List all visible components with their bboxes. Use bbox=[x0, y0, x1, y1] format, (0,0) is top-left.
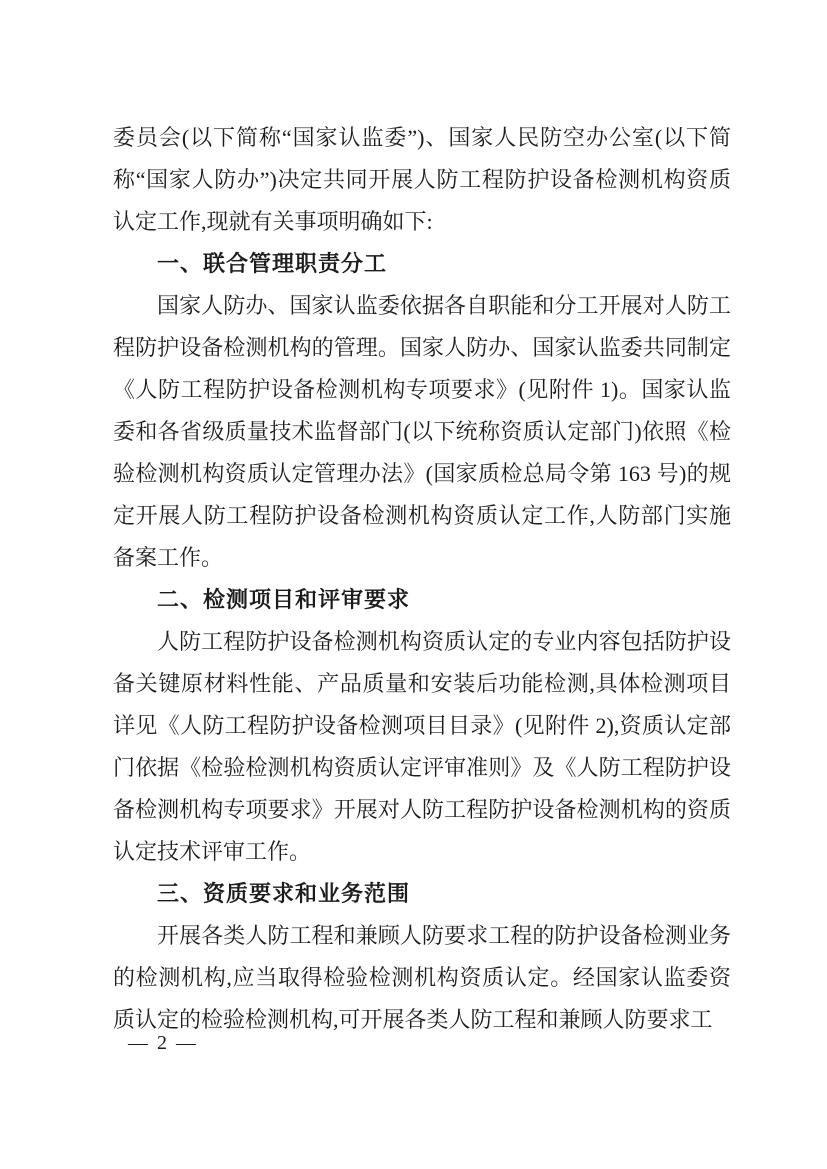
document-body bbox=[113, 117, 731, 1041]
paragraph-section-1: 国家人防办、国家认监委依据各自职能和分工开展对人防工程防护设备检测机构的管理。国家人防办、国家认监委共同制定《人防工程防护设备检测机构专项要求》(见附件 1)。国家认监委和各省级质量技术监督部门(以下统称资质认定部门)依照《检验检测机构资质认定管理办法》(国家质检总局令第 163 号)的规定开展人防工程防护设备检测机构资质认定工作,人防部门实施备案工作。 bbox=[113, 293, 731, 570]
paragraph-section-2: 人防工程防护设备检测机构资质认定的专业内容包括防护设备关键原材料性能、产品质量和安装后功能检测,具体检测项目详见《人防工程防护设备检测项目目录》(见附件 2),资质认定部门依据《检验检测机构资质认定评审准则》及《人防工程防护设备检测机构专项要求》开展对人防工程防护设备检测机构的资质认定技术评审工作。 bbox=[113, 629, 731, 864]
page-number: — 2 — bbox=[128, 1032, 198, 1054]
paragraph-section-3: 开展各类人防工程和兼顾人防要求工程的防护设备检测业务的检测机构,应当取得检验检测机构资质认定。经国家认监委资质认定的检验检测机构,可开展各类人防工程和兼顾人防要求工 bbox=[113, 923, 731, 1032]
section-heading-1: 一、联合管理职责分工 bbox=[157, 251, 388, 276]
paragraph-intro: 委员会(以下简称“国家认监委”)、国家人民防空办公室(以下简称“国家人防办”)决定共同开展人防工程防护设备检测机构资质认定工作,现就有关事项明确如下: bbox=[113, 125, 731, 234]
section-heading-2: 二、检测项目和评审要求 bbox=[157, 587, 411, 612]
section-heading-3: 三、资质要求和业务范围 bbox=[157, 881, 411, 906]
